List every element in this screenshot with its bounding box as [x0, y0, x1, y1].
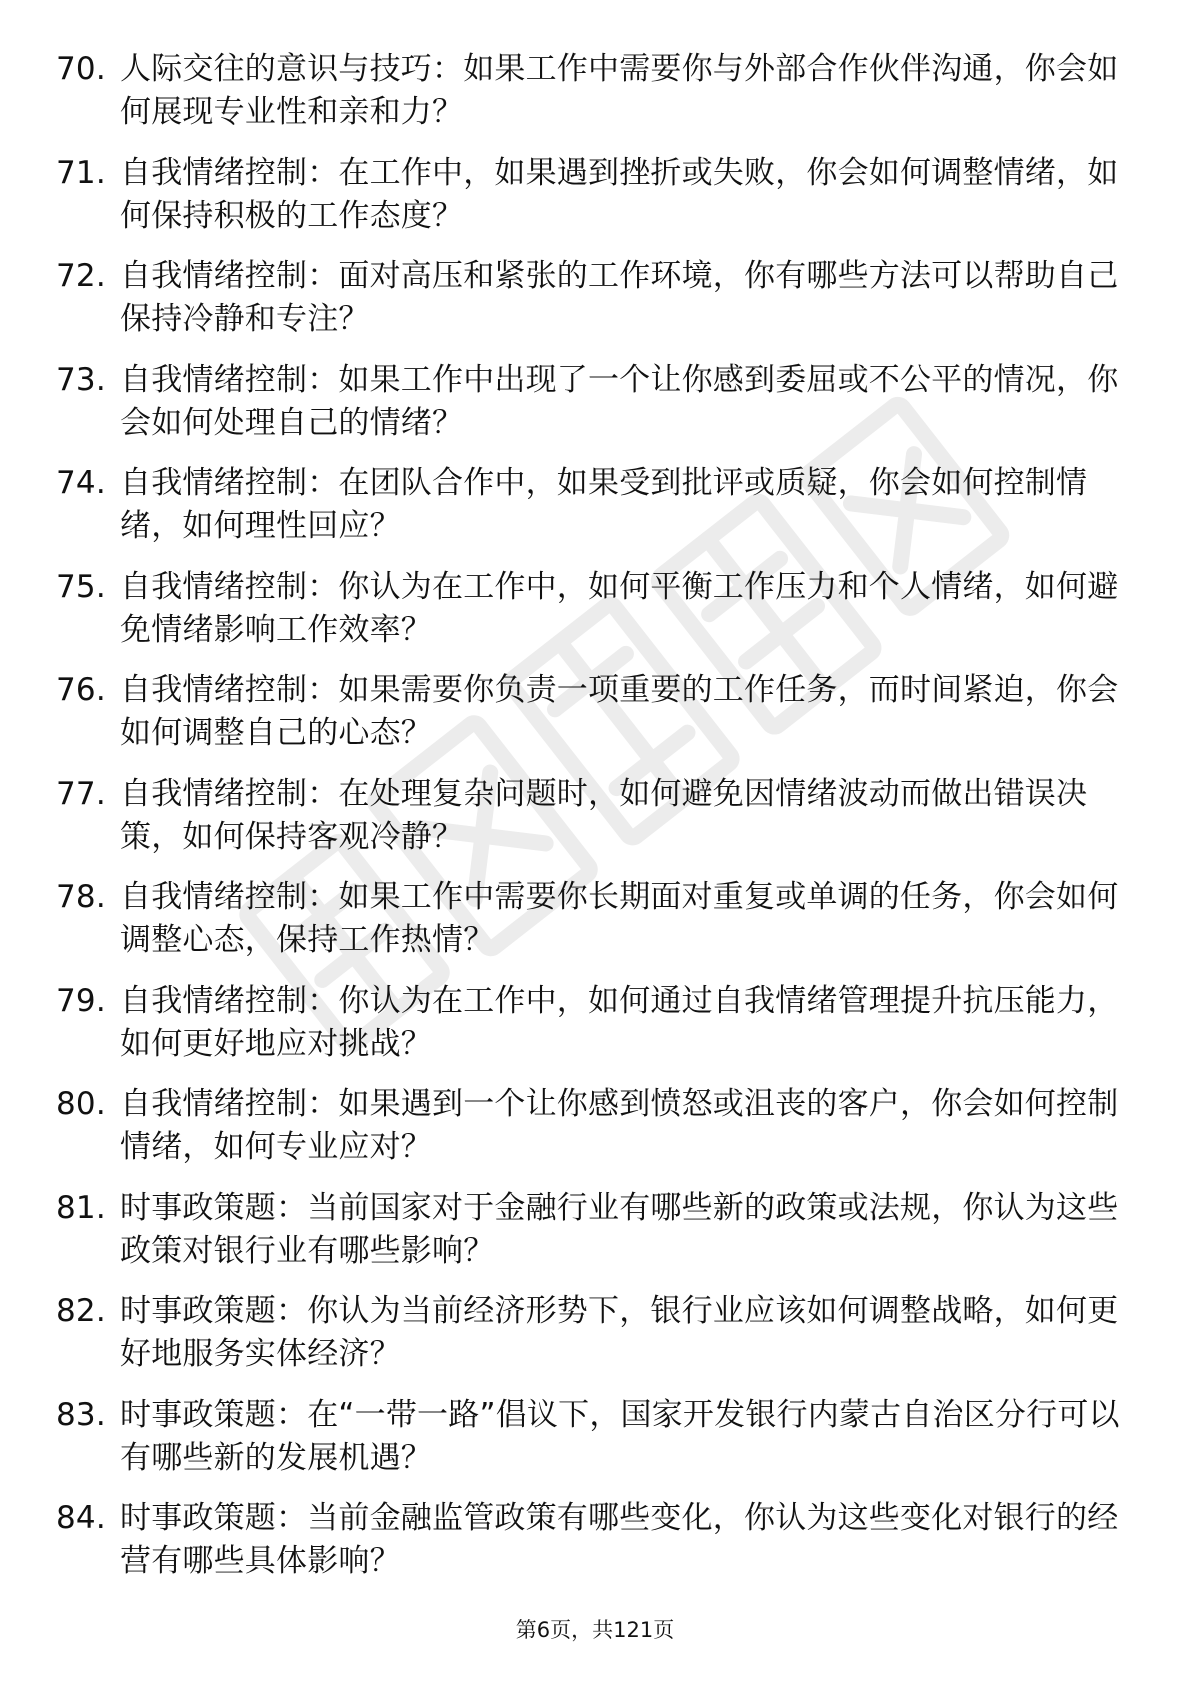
question-number: 72. — [56, 258, 106, 294]
question-number: 78. — [56, 879, 106, 915]
question-number: 77. — [56, 775, 106, 812]
question-text: 自我情绪控制：如果工作中出现了一个让你感到委屈或不公平的情况，你会如何处理自己的情绪？ — [120, 361, 1119, 441]
question-text: 自我情绪控制：你认为在工作中，如何平衡工作压力和个人情绪，如何避免情绪影响工作效率？ — [120, 568, 1119, 648]
page-footer — [0, 1615, 1190, 1645]
question-number: 83. — [56, 1396, 106, 1433]
question-item — [56, 773, 1136, 877]
question-item — [56, 359, 1136, 463]
question-number: 76. — [56, 672, 106, 708]
question-item — [56, 462, 1136, 566]
question-text: 自我情绪控制：在工作中，如果遇到挫折或失败，你会如何调整情绪，如何保持积极的工作态度？ — [120, 154, 1119, 234]
question-item — [56, 1083, 1136, 1187]
question-item — [56, 48, 1136, 152]
question-list — [56, 48, 1136, 1601]
question-number: 70. — [56, 51, 106, 87]
question-item — [56, 1394, 1136, 1498]
question-item — [56, 669, 1136, 773]
question-text: 时事政策题：当前金融监管政策有哪些变化，你认为这些变化对银行的经营有哪些具体影响？ — [120, 1500, 1119, 1579]
question-text: 自我情绪控制：如果遇到一个让你感到愤怒或沮丧的客户，你会如何控制情绪，如何专业应对？ — [120, 1086, 1119, 1165]
question-number: 81. — [56, 1189, 106, 1226]
question-item — [56, 980, 1136, 1084]
question-text: 自我情绪控制：在处理复杂问题时，如何避免因情绪波动而做出错误决策，如何保持客观冷静？ — [120, 775, 1088, 855]
question-item — [56, 1187, 1136, 1291]
page-number-label: 第6页，共121页 — [515, 1618, 675, 1642]
question-text: 人际交往的意识与技巧：如果工作中需要你与外部合作伙伴沟通，你会如何展现专业性和亲和力？ — [120, 51, 1119, 130]
question-item — [56, 566, 1136, 670]
question-item — [56, 152, 1136, 256]
question-number: 80. — [56, 1086, 106, 1122]
question-number: 79. — [56, 982, 106, 1019]
question-text: 自我情绪控制：如果需要你负责一项重要的工作任务，而时间紧迫，你会如何调整自己的心态？ — [120, 672, 1119, 751]
question-item — [56, 1497, 1136, 1601]
question-number: 74. — [56, 465, 106, 501]
question-text: 时事政策题：当前国家对于金融行业有哪些新的政策或法规，你认为这些政策对银行业有哪些影响？ — [120, 1189, 1119, 1269]
question-item — [56, 876, 1136, 980]
question-number: 84. — [56, 1500, 106, 1536]
question-text: 自我情绪控制：在团队合作中，如果受到批评或质疑，你会如何控制情绪，如何理性回应？ — [120, 465, 1088, 544]
question-text: 自我情绪控制：面对高压和紧张的工作环境，你有哪些方法可以帮助自己保持冷静和专注？ — [120, 258, 1119, 337]
question-text: 自我情绪控制：你认为在工作中，如何通过自我情绪管理提升抗压能力，如何更好地应对挑战？ — [120, 982, 1119, 1062]
question-number: 71. — [56, 154, 106, 191]
question-item — [56, 1290, 1136, 1394]
question-number: 75. — [56, 568, 106, 605]
question-item — [56, 255, 1136, 359]
question-text: 时事政策题：在“一带一路”倡议下，国家开发银行内蒙古自治区分行可以有哪些新的发展机遇？ — [120, 1396, 1120, 1476]
question-text: 时事政策题：你认为当前经济形势下，银行业应该如何调整战略，如何更好地服务实体经济？ — [120, 1293, 1119, 1372]
question-number: 73. — [56, 361, 106, 398]
question-number: 82. — [56, 1293, 106, 1329]
question-text: 自我情绪控制：如果工作中需要你长期面对重复或单调的任务，你会如何调整心态，保持工作热情？ — [120, 879, 1119, 958]
